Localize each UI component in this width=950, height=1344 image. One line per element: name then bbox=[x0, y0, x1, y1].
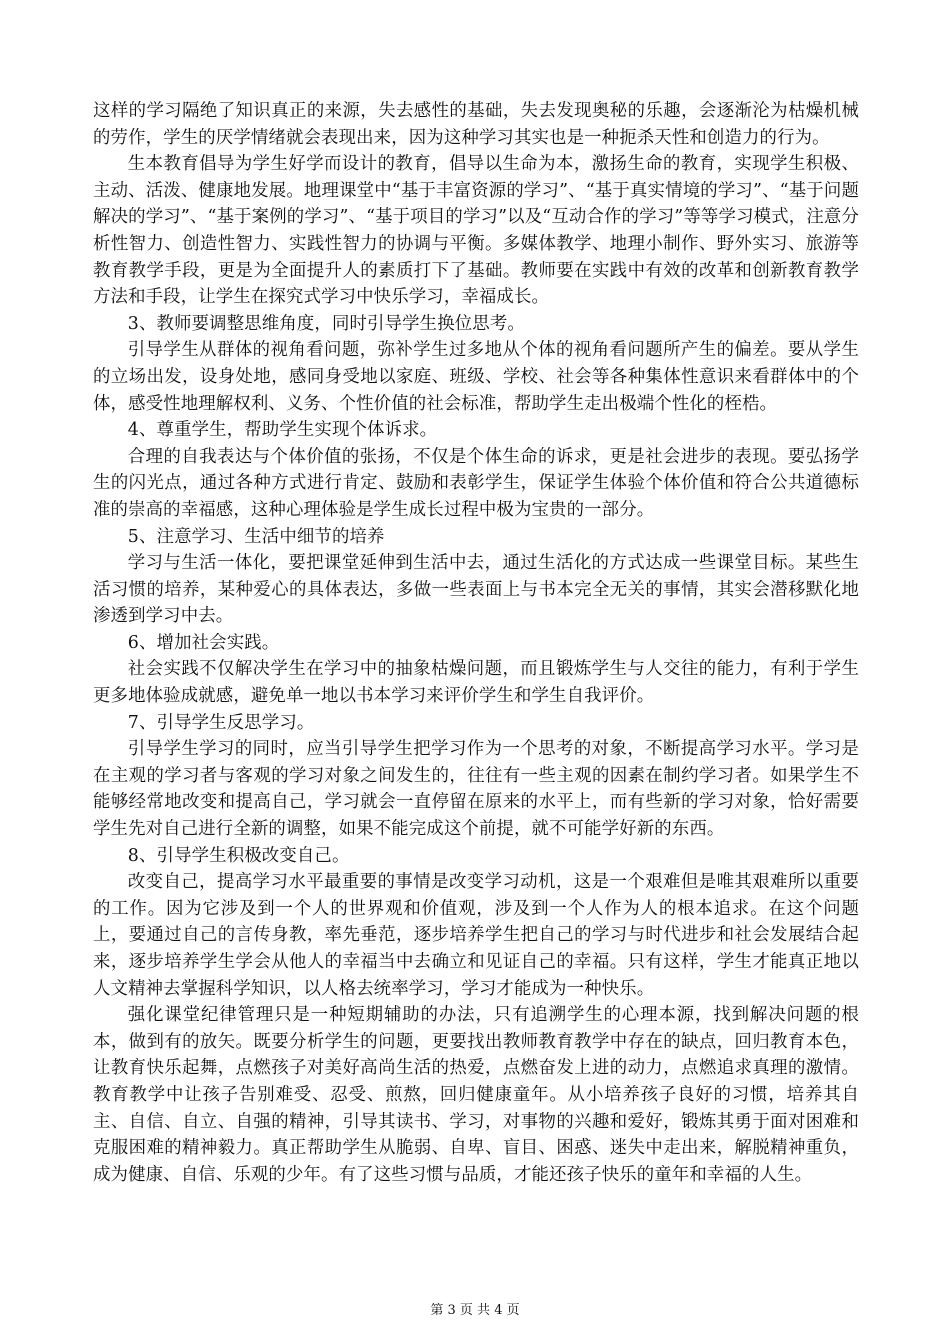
paragraph-self-expression: 合理的自我表达与个体价值的张扬，不仅是个体生命的诉求，更是社会进步的表现。要弘扬学生的闪光点，通过各种方式进行肯定、鼓励和表彰学生，保证学生体验个体价值和符合公共道德标准的崇高的幸福感，这种心理体验是学生成长过程中极为宝贵的一部分。 bbox=[93, 446, 859, 520]
paragraph-reflection: 引导学生学习的同时，应当引导学生把学习作为一个思考的对象，不断提高学习水平。学习是在主观的学习者与客观的学习对象之间发生的，往往有一些主观的因素在制约学习者。如果学生不能够经常地改变和提高自己，学习就会一直停留在原来的水平上，而有些新的学习对象，恰好需要学生先对自己进行全新的调整，如果不能完成这个前提，就不可能学好新的东西。 bbox=[93, 739, 859, 840]
document-body bbox=[93, 98, 859, 1188]
paragraph-shengben-education: 生本教育倡导为学生好学而设计的教育，倡导以生命为本，激扬生命的教育，实现学生积极、主动、活泼、健康地发展。地理课堂中“基于丰富资源的学习”、“基于真实情境的学习”、“基于问题解决的学习”、“基于案例的学习”、“基于项目的学习”以及“互动合作的学习”等等学习模式，注意分析性智力、创造性智力、实践性智力的协调与平衡。多媒体教学、地理小制作、野外实习、旅游等教育教学手段，更是为全面提升人的素质打下了基础。教师要在实践中有效的改革和创新教育教学方法和手段，让学生在探究式学习中快乐学习，幸福成长。 bbox=[93, 154, 859, 308]
paragraph-conclusion: 强化课堂纪律管理只是一种短期辅助的办法，只有追溯学生的心理本源，找到解决问题的根本，做到有的放矢。既要分析学生的问题，更要找出教师教育教学中存在的缺点，回归教育本色，让教育快乐起舞，点燃孩子对美好高尚生活的热爱，点燃奋发上进的动力，点燃追求真理的激情。教育教学中让孩子告别难受、忍受、煎熬，回归健康童年。从小培养孩子良好的习惯，培养其自主、自信、自立、自强的精神，引导其读书、学习，对事物的兴趣和爱好，锻炼其勇于面对困难和克服困难的精神毅力。真正帮助学生从脆弱、自卑、盲目、困惑、迷失中走出来，解脱精神重负，成为健康、自信、乐观的少年。有了这些习惯与品质，才能还孩子快乐的童年和幸福的人生。 bbox=[93, 1005, 859, 1185]
paragraph-group-perspective: 引导学生从群体的视角看问题，弥补学生过多地从个体的视角看问题所产生的偏差。要从学生的立场出发，设身处地，感同身受地以家庭、班级、学校、社会等各种集体性意识来看群体中的个体，感受性地理解权利、义务、个性价值的社会标准，帮助学生走出极端个性化的桎梏。 bbox=[93, 340, 859, 414]
paragraph-change-self: 改变自己，提高学习水平最重要的事情是改变学习动机，这是一个艰难但是唯其艰难所以重要的工作。因为它涉及到一个人的世界观和价值观，涉及到一个人作为人的根本追求。在这个问题上，要通过自己的言传身教，率先垂范，逐步培养学生把自己的学习与时代进步和社会发展结合起来，逐步培养学生学会从他人的幸福当中去确立和见证自己的幸福。只有这样，学生才能真正地以人文精神去掌握科学知识，以人格去统率学习，学习才能成为一种快乐。 bbox=[93, 872, 859, 999]
section-heading-8: 8、引导学生积极改变自己。 bbox=[127, 845, 350, 866]
section-heading-6: 6、增加社会实践。 bbox=[127, 632, 280, 653]
section-heading-4: 4、尊重学生，帮助学生实现个体诉求。 bbox=[127, 420, 438, 441]
paragraph-social-practice: 社会实践不仅解决学生在学习中的抽象枯燥问题，而且锻炼学生与人交往的能力，有利于学生更多地体验成就感，避免单一地以书本学习来评价学生和学生自我评价。 bbox=[93, 659, 859, 707]
paragraph-continuation: 这样的学习隔绝了知识真正的来源，失去感性的基础，失去发现奥秘的乐趣，会逐渐沦为枯燥机械的劳作，学生的厌学情绪就会表现出来，因为这种学习其实也是一种扼杀天性和创造力的行为。 bbox=[93, 101, 859, 148]
paragraph-life-learning: 学习与生活一体化，要把课堂延伸到生活中去，通过生活化的方式达成一些课堂目标。某些生活习惯的培养，某种爱心的具体表达，多做一些表面上与书本完全无关的事情，其实会潜移默化地渗透到学习中去。 bbox=[93, 553, 859, 627]
section-heading-3: 3、教师要调整思维角度，同时引导学生换位思考。 bbox=[127, 313, 525, 334]
page-number-footer: 第 3 页 共 4 页 bbox=[430, 1303, 520, 1318]
section-heading-5: 5、注意学习、生活中细节的培养 bbox=[127, 526, 385, 547]
section-heading-7: 7、引导学生反思学习。 bbox=[127, 712, 315, 733]
